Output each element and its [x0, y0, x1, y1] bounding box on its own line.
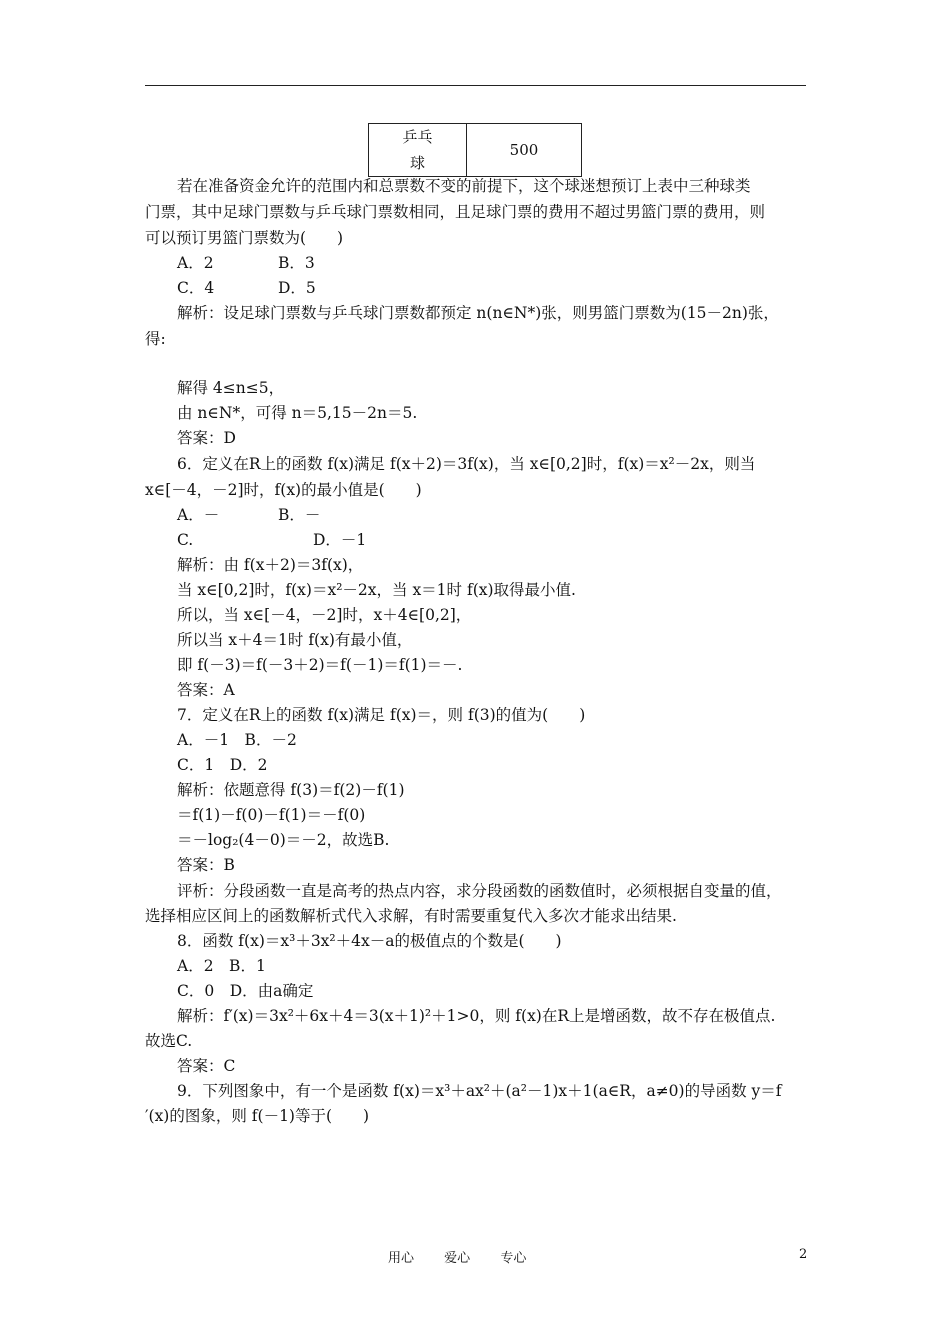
footer-word-1: 用心	[388, 1251, 415, 1266]
problem-7-options-cd: C．1 D．2	[177, 756, 268, 774]
table-row	[369, 124, 582, 177]
answer-7: 答案：B	[177, 856, 235, 874]
solution-5-line4: 由 n∈N*，可得 n＝5,15－2n＝5.	[177, 404, 418, 422]
problem-6-line1: 6．定义在R上的函数 f(x)满足 f(x＋2)＝3f(x)，当 x∈[0,2]时，f(x)＝x²－2x，则当	[177, 455, 756, 473]
answer-8: 答案：C	[177, 1057, 236, 1075]
header-rule	[145, 85, 806, 86]
option-a: A．－	[177, 506, 220, 524]
option-b: B．－	[278, 506, 321, 524]
option-b: B．3	[278, 254, 315, 272]
solution-5-line3: 解得 4≤n≤5，	[177, 379, 285, 397]
problem-8-options-ab: A．2 B．1	[177, 957, 266, 975]
problem-9-line2: ′(x)的图象，则 f(－1)等于( )	[145, 1107, 370, 1125]
solution-6-line4: 所以当 x＋4＝1时 f(x)有最小值，	[177, 631, 413, 649]
sport-cell	[369, 124, 467, 177]
option-d: D．－1	[313, 531, 367, 549]
problem-7-options-ab: A．－1 B．－2	[177, 731, 297, 749]
comment-7-line1: 评析：分段函数一直是高考的热点内容，求分段函数的函数值时，必须根据自变量的值，	[177, 882, 782, 900]
solution-8-line1: 解析：f′(x)＝3x²＋6x＋4＝3(x＋1)²＋1>0，则 f(x)在R上是增函数，故不存在极值点.	[177, 1007, 776, 1025]
problem-8-line1: 8．函数 f(x)＝x³＋3x²＋4x－a的极值点的个数是( )	[177, 932, 562, 950]
solution-7-line3: ＝－log₂(4－0)＝－2，故选B.	[177, 831, 390, 849]
price-cell: 500	[467, 124, 582, 177]
solution-6-line5: 即 f(－3)＝f(－3＋2)＝f(－1)＝f(1)＝－.	[177, 656, 463, 674]
ticket-price-table	[368, 123, 582, 177]
solution-6-line2: 当 x∈[0,2]时，f(x)＝x²－2x，当 x＝1时 f(x)取得最小值.	[177, 581, 576, 599]
page-number: 2	[799, 1247, 808, 1262]
problem-7-line1: 7．定义在R上的函数 f(x)满足 f(x)＝，则 f(3)的值为( )	[177, 706, 586, 724]
solution-5-line2: 得:	[145, 330, 166, 348]
solution-5-line1: 解析：设足球门票数与乒乓球门票数都预定 n(n∈N*)张，则男篮门票数为(15－2n)张，	[177, 304, 779, 322]
problem-5-text-line2: 门票，其中足球门票数与乒乓球门票数相同，且足球门票的费用不超过男篮门票的费用，则	[145, 203, 766, 221]
sport-name-line1: 乒乓	[402, 128, 433, 146]
problem-5-text-line3: 可以预订男篮门票数为( )	[145, 229, 344, 247]
solution-7-line2: ＝f(1)－f(0)－f(1)＝－f(0)	[177, 806, 366, 824]
problem-5-text-line1: 若在准备资金允许的范围内和总票数不变的前提下，这个球迷想预订上表中三种球类	[177, 177, 751, 195]
solution-6-line1: 解析：由 f(x＋2)＝3f(x)，	[177, 556, 364, 574]
problem-6-line2: x∈[－4，－2]时，f(x)的最小值是( )	[145, 481, 422, 499]
footer-word-3: 专心	[500, 1251, 527, 1266]
solution-7-line1: 解析：依题意得 f(3)＝f(2)－f(1)	[177, 781, 405, 799]
problem-9-line1: 9．下列图象中，有一个是函数 f(x)＝x³＋ax²＋(a²－1)x＋1(a∈R，a≠0)的导函数 y＝f	[177, 1082, 782, 1100]
problem-8-options-cd: C．0 D．由a确定	[177, 982, 314, 1000]
option-c: C．4	[177, 279, 215, 297]
footer-word-2: 爱心	[444, 1251, 471, 1266]
solution-6-line3: 所以，当 x∈[－4，－2]时，x＋4∈[0,2]，	[177, 606, 472, 624]
option-a: A．2	[177, 254, 214, 272]
comment-7-line2: 选择相应区间上的函数解析式代入求解，有时需要重复代入多次才能求出结果.	[145, 907, 677, 925]
option-c: C.	[177, 531, 194, 549]
sport-name-line2: 球	[409, 154, 425, 172]
solution-8-line2: 故选C.	[145, 1032, 193, 1050]
answer-6: 答案：A	[177, 681, 235, 699]
answer-5: 答案：D	[177, 429, 236, 447]
option-d: D．5	[278, 279, 316, 297]
page-footer	[388, 1247, 552, 1266]
